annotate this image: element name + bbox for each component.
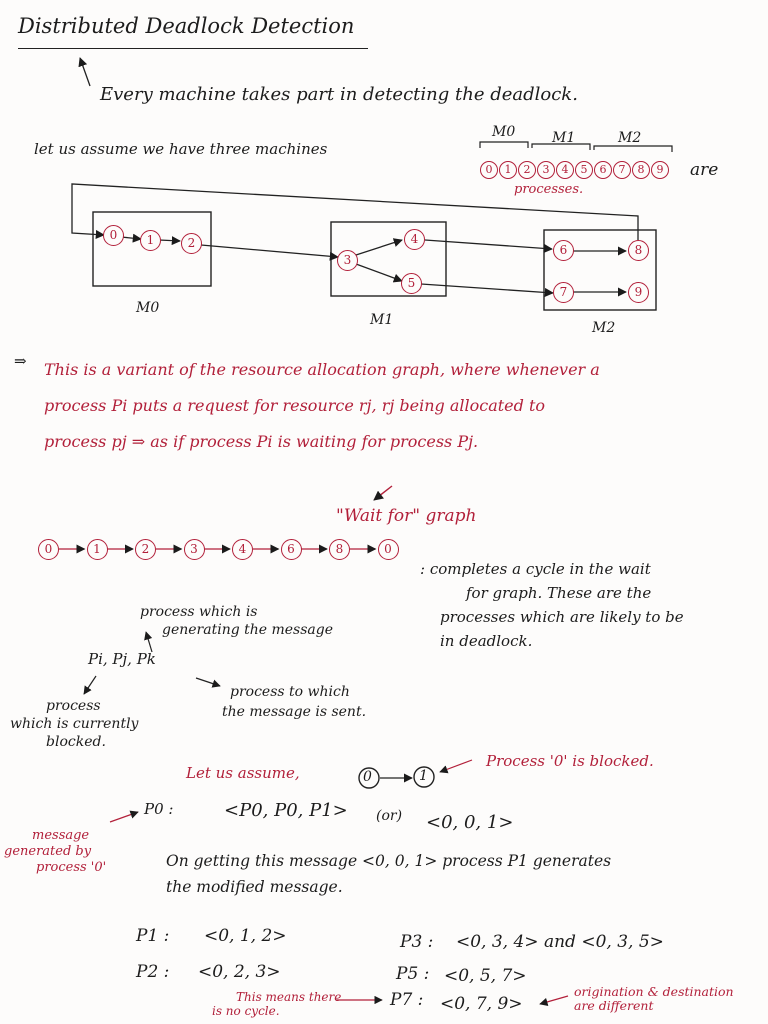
cycle-node: 0 — [38, 539, 59, 560]
cycle-desc-4: in deadlock. — [440, 632, 533, 650]
variant-line-1: This is a variant of the resource allocation graph, where whenever a — [44, 360, 600, 379]
variant-line-2: process Pi puts a request for resource rj, rj being allocated to — [44, 396, 546, 415]
machine-label-m0: M0 — [136, 300, 160, 316]
row-p5-msg: <0, 5, 7> — [444, 966, 527, 986]
process-node-7: 7 — [553, 282, 574, 303]
process-node-4: 4 — [404, 229, 425, 250]
cycle-desc-1: : completes a cycle in the wait — [420, 560, 651, 578]
assume-suffix2: processes. — [514, 182, 584, 197]
assume-text: let us assume we have three machines — [34, 140, 328, 158]
row-p3-label: P3 : — [400, 932, 434, 952]
process-chip: 6 — [594, 161, 612, 179]
cycle-node: 0 — [378, 539, 399, 560]
row-p3-msg: <0, 3, 4> and <0, 3, 5> — [456, 932, 664, 952]
side-note-2: generated by — [4, 844, 92, 859]
machine-label-m2: M2 — [592, 320, 616, 336]
row-p2-label: P2 : — [136, 962, 170, 982]
assume-suffix: are — [690, 160, 719, 180]
intro-text: Every machine takes part in detecting the deadlock. — [100, 84, 578, 105]
tuple-label: Pi, Pj, Pk — [88, 650, 156, 668]
cycle-desc-3: processes which are likely to be — [440, 608, 684, 626]
getting-line-1: On getting this message <0, 0, 1> process P1 generates — [166, 852, 612, 870]
example-assume: Let us assume, — [186, 764, 300, 782]
no-cycle-note-2: is no cycle. — [212, 1004, 280, 1018]
label-m1: M1 — [552, 130, 576, 146]
process-node-9: 9 — [628, 282, 649, 303]
process-chip: 2 — [518, 161, 536, 179]
process-chip: 9 — [651, 161, 669, 179]
arrow-marker: ⇒ — [14, 352, 27, 370]
or-label: (or) — [376, 808, 403, 824]
cycle-node: 4 — [232, 539, 253, 560]
process-node-2: 2 — [181, 233, 202, 254]
process-node-1: 1 — [140, 230, 161, 251]
process-chip: 4 — [556, 161, 574, 179]
cycle-node: 6 — [281, 539, 302, 560]
process-node-6: 6 — [553, 240, 574, 261]
sent-label-2: the message is sent. — [222, 704, 367, 720]
cycle-node: 1 — [87, 539, 108, 560]
cycle-node: 2 — [135, 539, 156, 560]
blocked-label-3: blocked. — [46, 734, 106, 750]
generator-label-1: process which is — [140, 604, 258, 620]
getting-line-2: the modified message. — [166, 878, 343, 896]
process-node-0: 0 — [103, 225, 124, 246]
process-node-8: 8 — [628, 240, 649, 261]
origin-note-1: origination & destination — [574, 984, 734, 999]
row-p7-msg: <0, 7, 9> — [440, 994, 523, 1014]
blocked-label-2: which is currently — [10, 716, 139, 732]
p0-numeric: <0, 0, 1> — [426, 812, 514, 833]
blocked-note: Process '0' is blocked. — [486, 752, 654, 770]
row-p1-label: P1 : — [136, 926, 170, 946]
cycle-desc-2: for graph. These are the — [466, 584, 652, 602]
process-chip: 3 — [537, 161, 555, 179]
p0-message: <P0, P0, P1> — [224, 800, 348, 821]
row-p1-msg: <0, 1, 2> — [204, 926, 287, 946]
process-chip: 7 — [613, 161, 631, 179]
side-note-1: message — [32, 828, 90, 843]
origin-note-2: are different — [574, 998, 654, 1013]
row-p2-msg: <0, 2, 3> — [198, 962, 281, 982]
machine-label-m1: M1 — [370, 312, 394, 328]
process-chip: 8 — [632, 161, 650, 179]
p0-label: P0 : — [144, 800, 174, 818]
variant-line-3: process pj ⇒ as if process Pi is waiting for process Pj. — [44, 432, 479, 451]
no-cycle-note-1: This means there — [236, 990, 342, 1004]
cycle-node: 3 — [184, 539, 205, 560]
process-node-5: 5 — [401, 273, 422, 294]
page-title: Distributed Deadlock Detection — [18, 14, 355, 38]
label-m2: M2 — [618, 130, 642, 146]
row-p5-label: P5 : — [396, 964, 430, 984]
process-chip: 0 — [480, 161, 498, 179]
side-note-3: process '0' — [36, 860, 107, 875]
row-p7-label: P7 : — [390, 990, 424, 1010]
label-m0: M0 — [492, 124, 516, 140]
cycle-node: 8 — [329, 539, 350, 560]
process-chip: 5 — [575, 161, 593, 179]
process-chip: 1 — [499, 161, 517, 179]
generator-label-2: generating the message — [162, 622, 334, 638]
blocked-label-1: process — [46, 698, 101, 714]
example-node-from: 0 — [363, 769, 372, 785]
example-node-to: 1 — [419, 768, 428, 784]
process-node-3: 3 — [337, 250, 358, 271]
wait-for-graph-label: "Wait for" graph — [336, 506, 477, 526]
sent-label-1: process to which — [230, 684, 350, 700]
